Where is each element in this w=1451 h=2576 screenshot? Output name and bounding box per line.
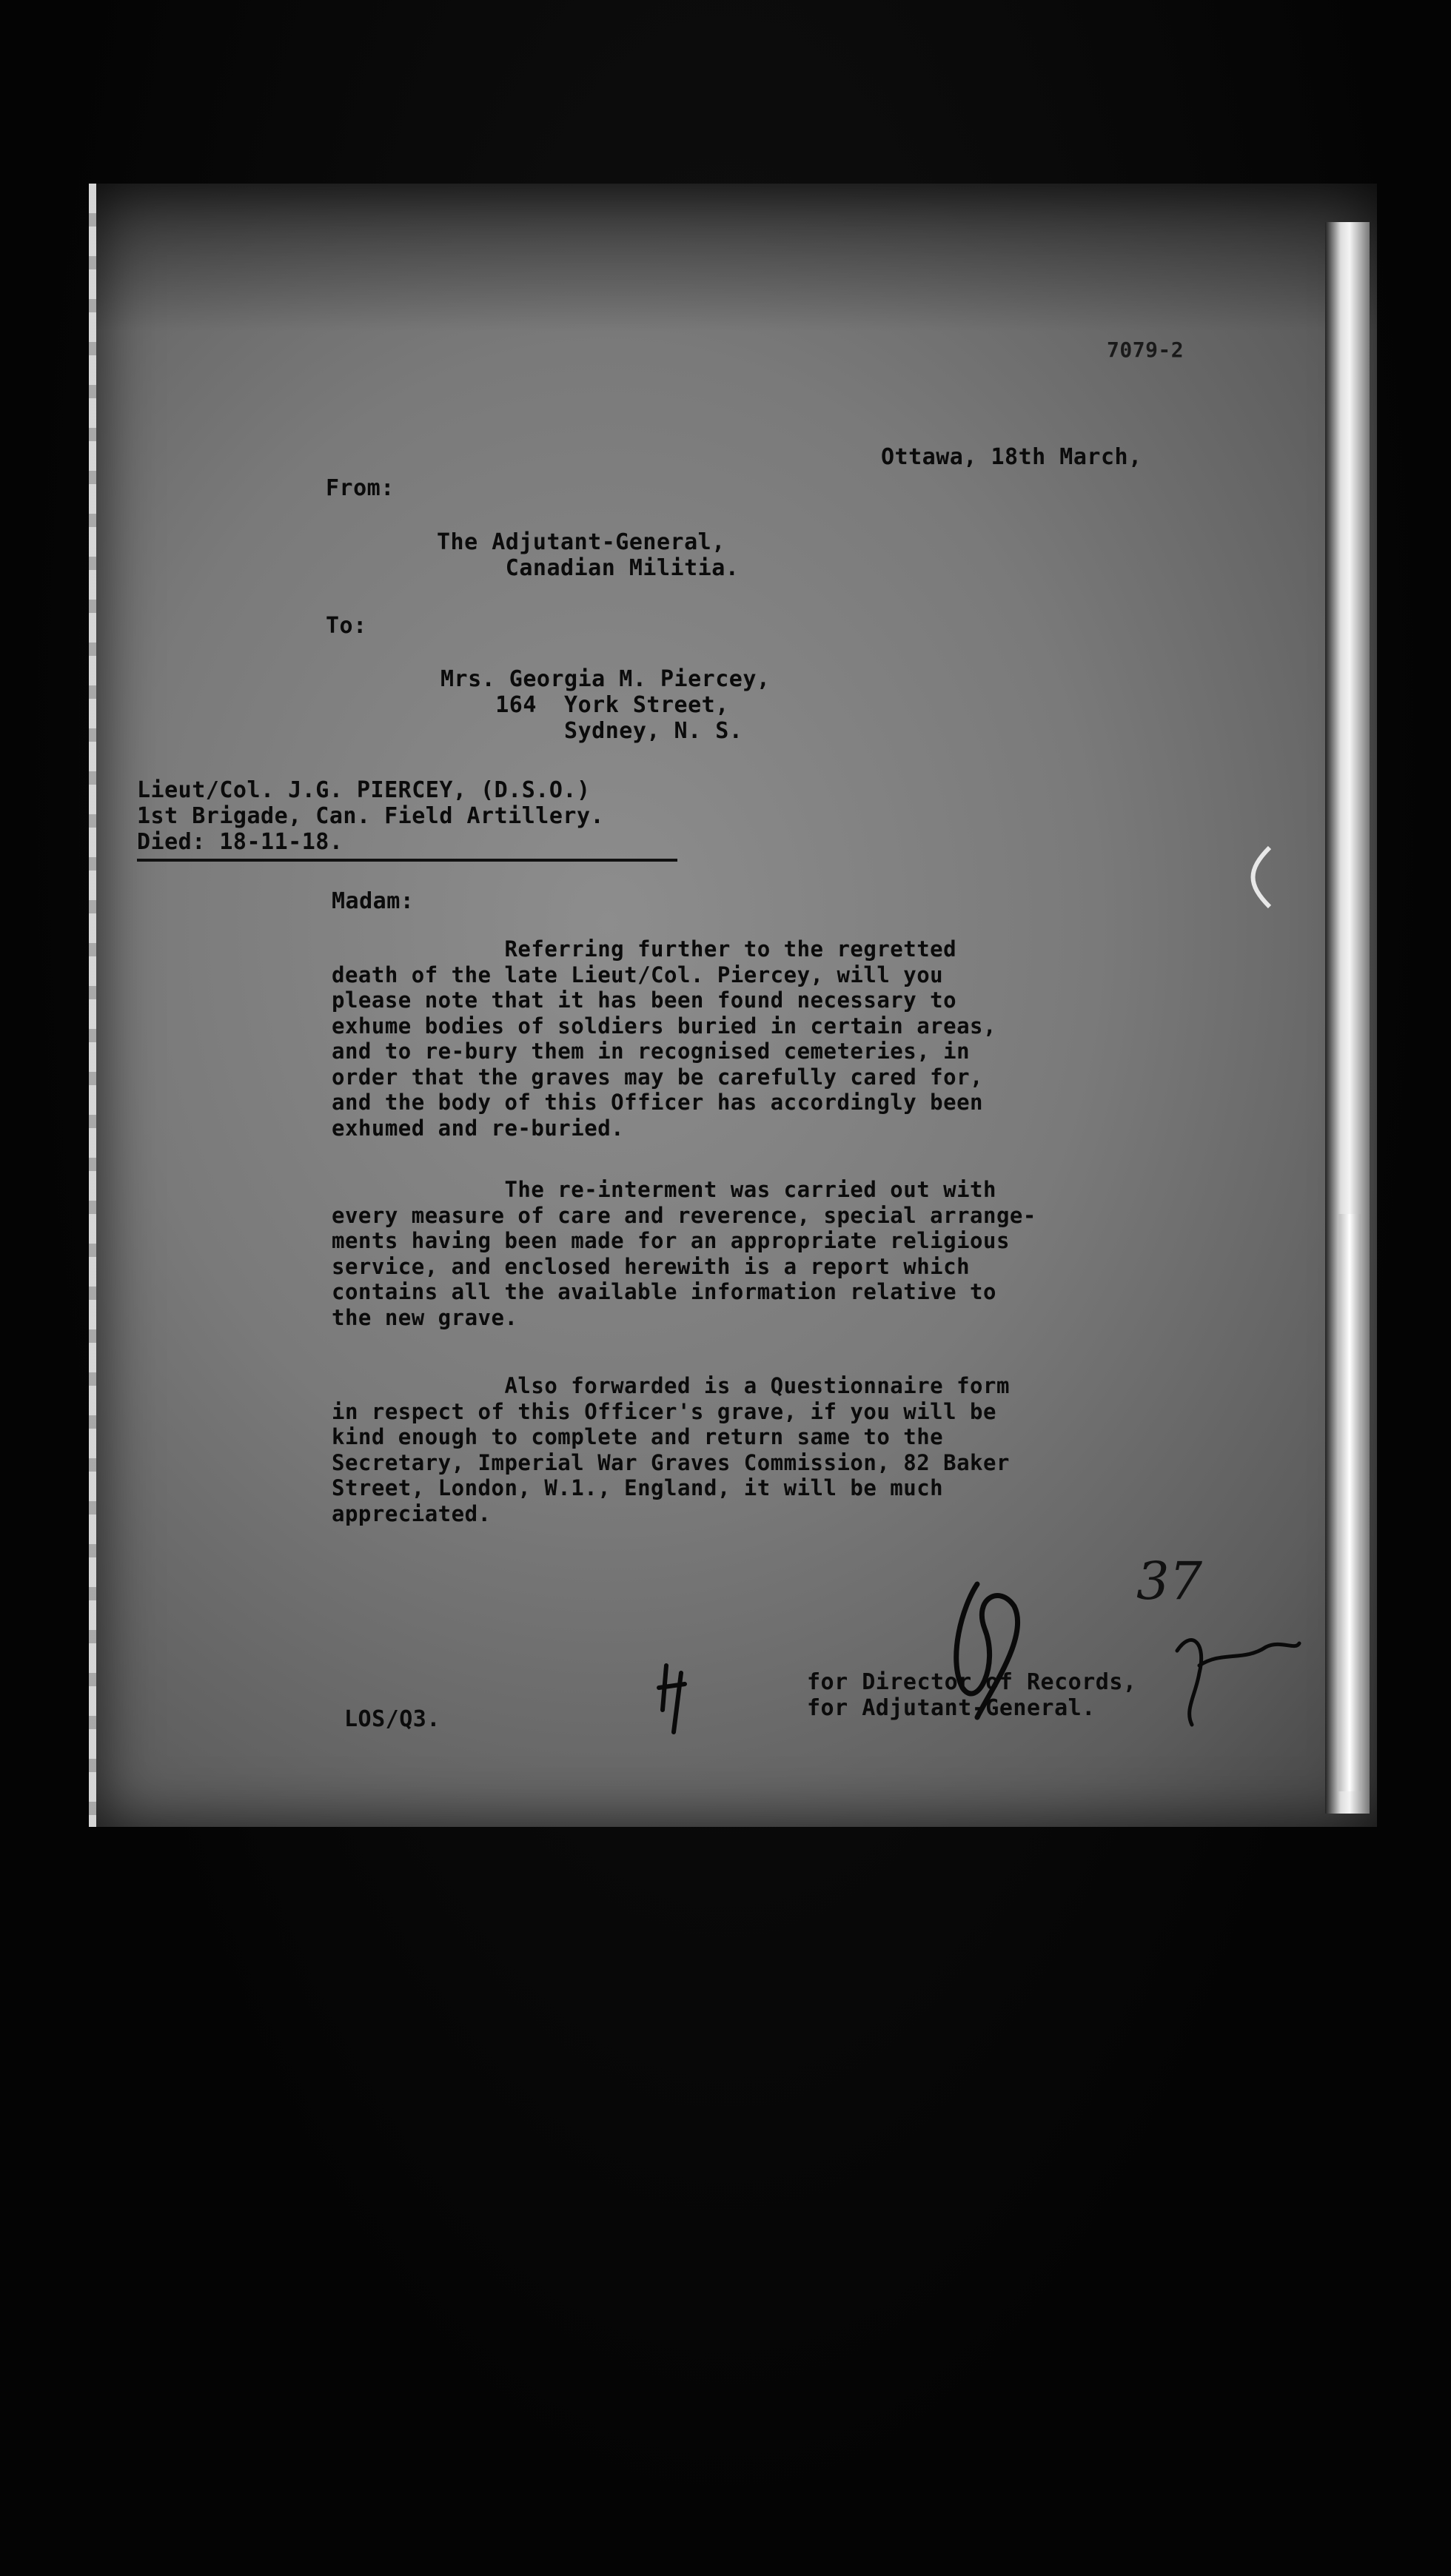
from-label: From: (326, 475, 395, 501)
reference-code: 7079-2 (1107, 338, 1184, 362)
salutation: Madam: (332, 888, 415, 914)
handwritten-initial-mark (956, 1584, 1018, 1717)
handwritten-mark (651, 1658, 696, 1740)
file-reference: LOS/Q3. (344, 1706, 440, 1732)
handwritten-annotation (933, 1540, 1303, 1732)
body-paragraph-1: Referring further to the regretted death of the late Lieut/Col. Piercey, will you please note that it has been found necessary to exhume bodies of soldiers buried in certain areas, and to re-bury them in recognised cemeteries, in order that the graves may be carefully cared for, and the body of this Officer has accordingly been exhumed and re-buried. (332, 936, 996, 1141)
letter-date: Ottawa, 18th March, (881, 444, 1142, 470)
subject-underline (137, 859, 677, 862)
body-paragraph-2: The re-interment was carried out with every measure of care and reverence, special arrange- ments having been made for an appropriate religious service, and enclosed herewith is a report which contains all the available information relative to the new grave. (332, 1177, 1036, 1330)
to-label: To: (326, 613, 367, 639)
handwritten-scribble (1177, 1640, 1299, 1725)
subject-heading: Lieut/Col. J.G. PIERCEY, (D.S.O.) 1st Brigade, Can. Field Artillery. Died: 18-11-18. (137, 777, 605, 855)
handwritten-number: 37 (1136, 1551, 1203, 1611)
film-edge-right-highlight (1338, 1214, 1361, 1791)
signature-block: for Director of Records, for Adjutant-General. (807, 1669, 1137, 1721)
body-paragraph-3: Also forwarded is a Questionnaire form in respect of this Officer's grave, if you will be kind enough to complete and return same to the Secretary, Imperial War Graves Commission, 82 Baker Street, London, W.1., England, it will be much appreciated. (332, 1373, 1010, 1526)
page-edge-mark (1244, 840, 1273, 914)
recipient-address: Mrs. Georgia M. Piercey, 164 York Street, Sydney, N. S. (440, 666, 771, 744)
sheet-shadow (96, 184, 1377, 332)
sender-address: The Adjutant-General, Canadian Militia. (437, 529, 740, 581)
